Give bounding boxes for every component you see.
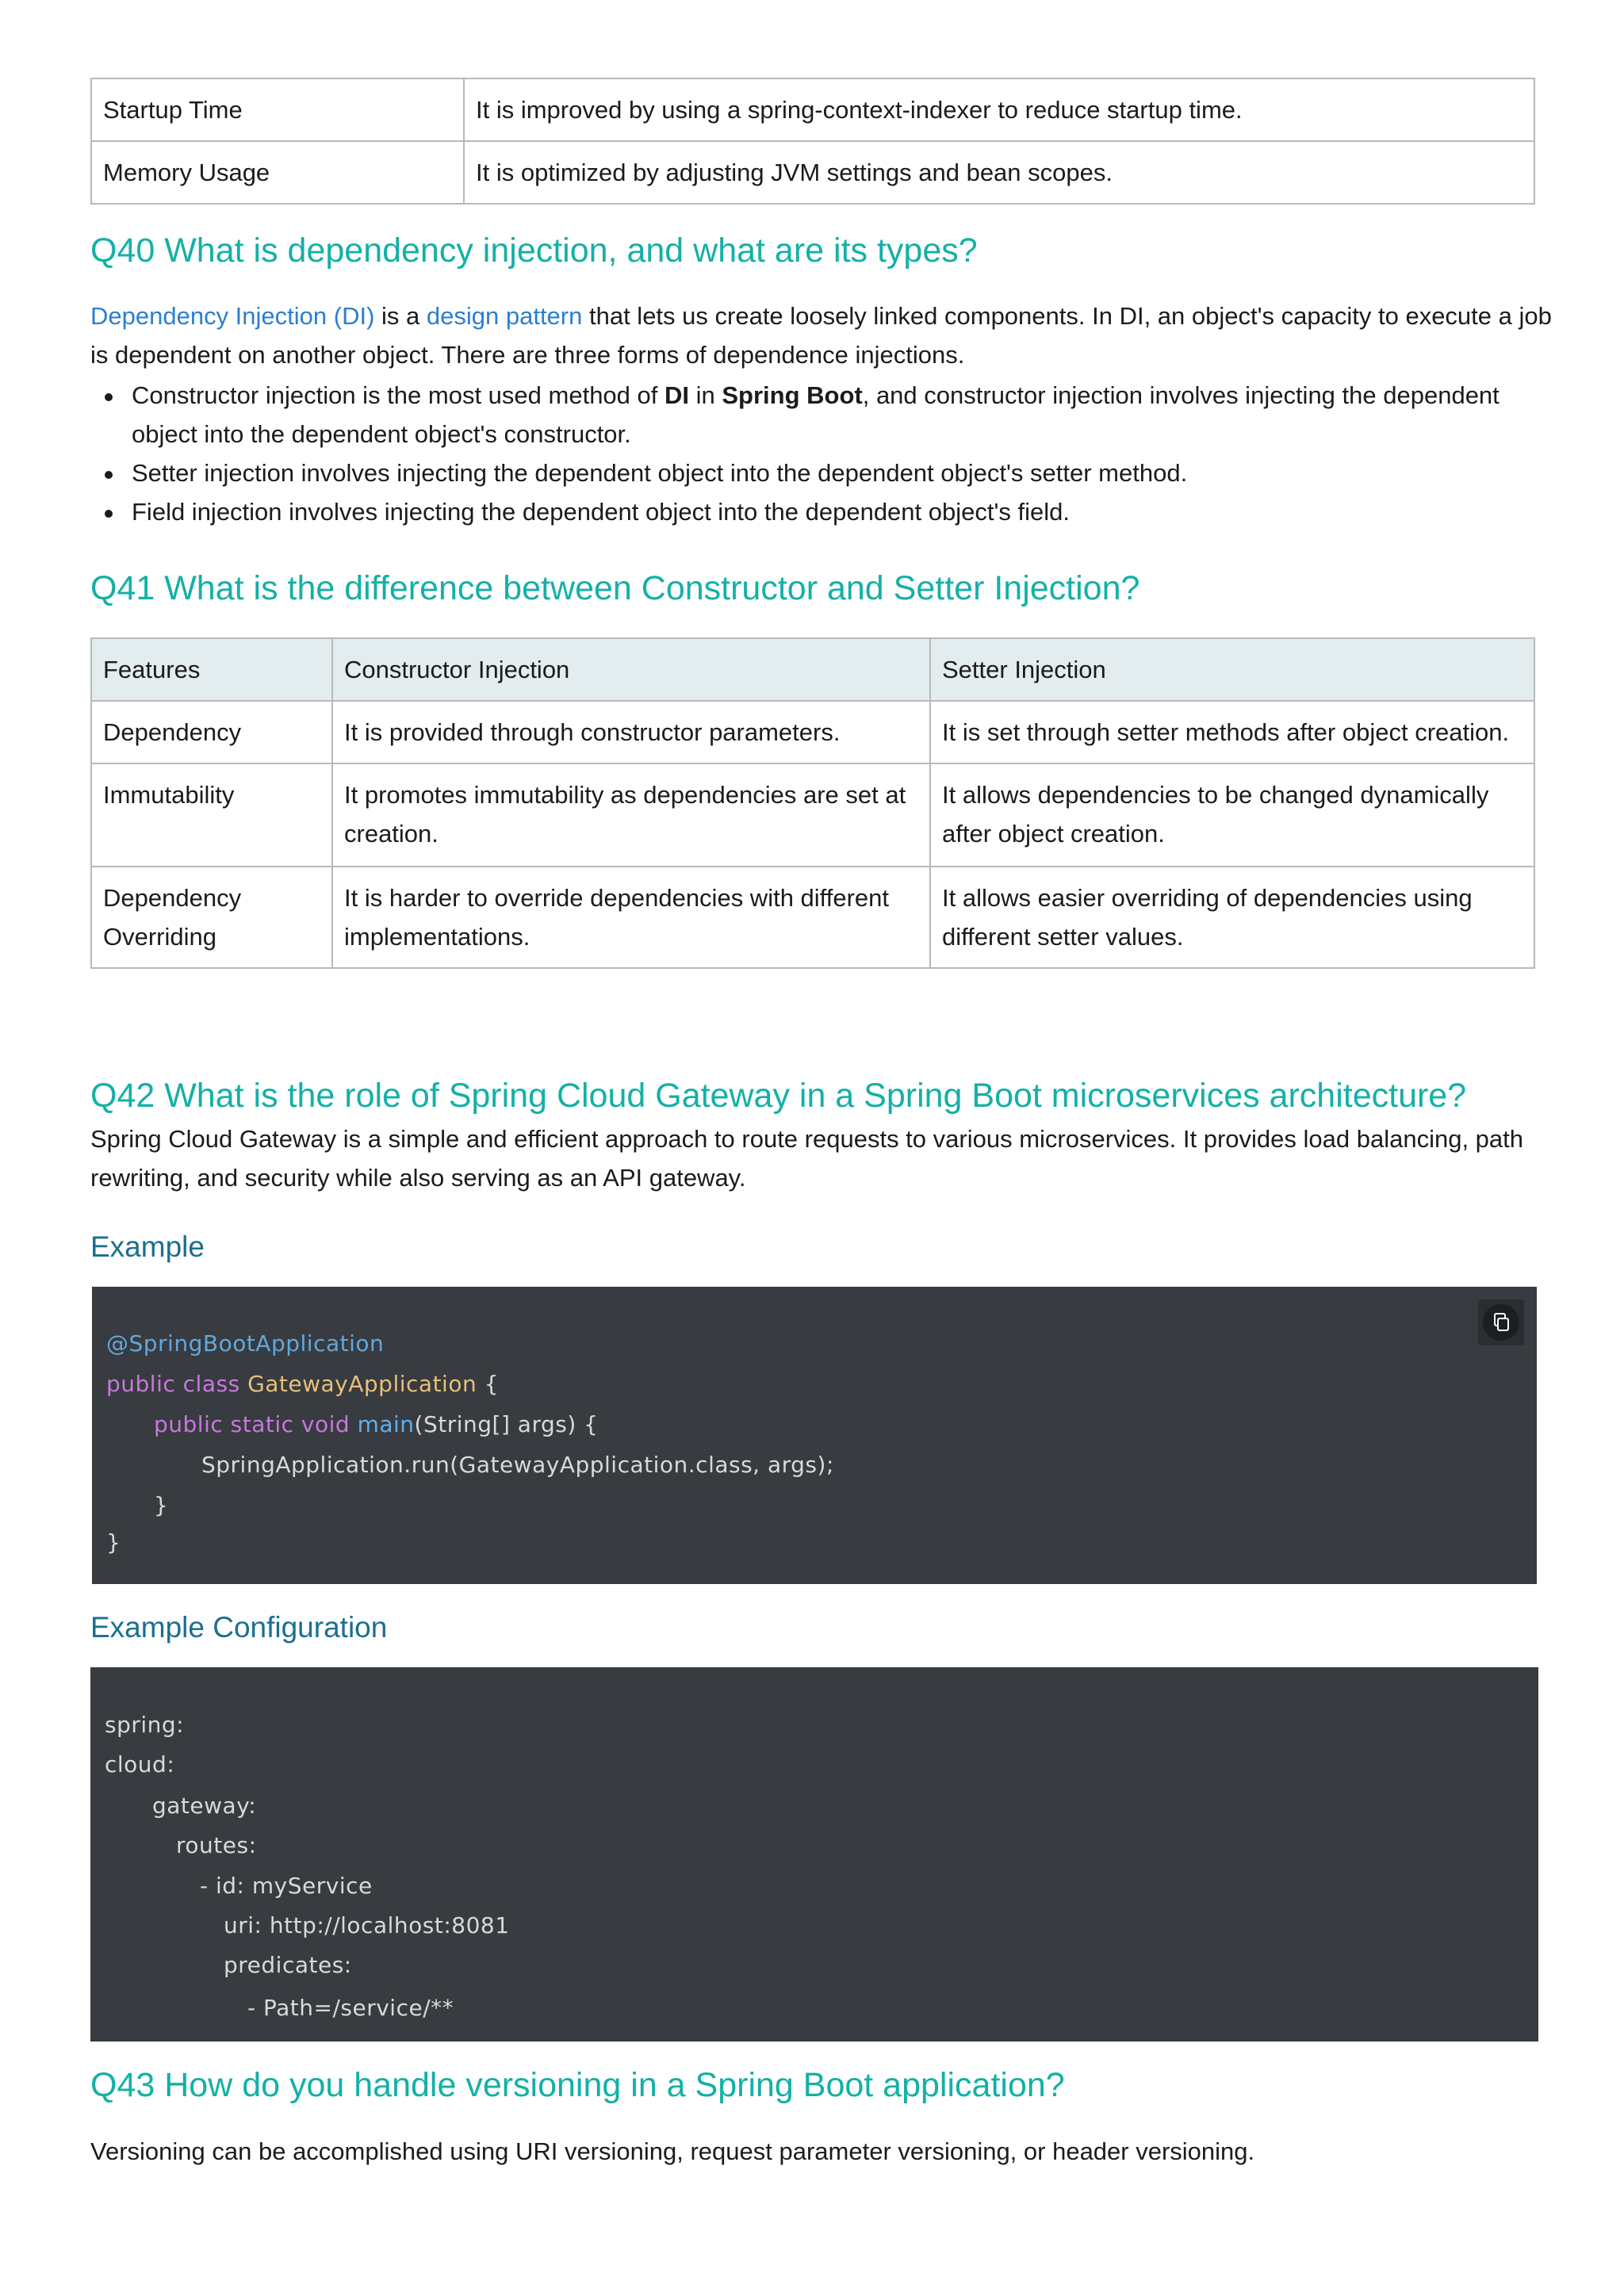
code-line: uri: http://localhost:8081	[224, 1912, 510, 1938]
example-heading: Example	[90, 1230, 205, 1263]
list-text: , and constructor injection involves injecting the dependent object into the dependent object's constructor.	[132, 381, 1500, 448]
dependency-injection-link[interactable]: Dependency Injection (DI)	[90, 302, 375, 330]
code-text: (String[] args) {	[414, 1411, 599, 1437]
list-text: Constructor injection is the most used method of	[132, 381, 665, 409]
code-block-yaml	[90, 1667, 1538, 2042]
bullet-icon	[105, 393, 113, 401]
table-cell: It is harder to override dependencies with different implementations.	[332, 867, 930, 968]
code-line: predicates:	[224, 1952, 352, 1978]
code-line: @SpringBootApplication	[106, 1330, 385, 1357]
performance-table	[90, 78, 1535, 205]
table-row	[91, 701, 1534, 763]
table-cell: Dependency	[91, 701, 332, 763]
bullet-icon	[105, 510, 113, 518]
copy-button[interactable]	[1478, 1299, 1524, 1345]
list-text-bold: Spring Boot	[722, 381, 863, 409]
q40-intro	[90, 297, 1553, 374]
intro-text: is a	[374, 302, 427, 330]
bullet-icon	[105, 471, 113, 479]
table-cell: It allows dependencies to be changed dynamically after object creation.	[930, 763, 1534, 867]
table-cell: Memory Usage	[91, 141, 464, 204]
code-line: gateway:	[152, 1793, 257, 1819]
example-configuration-heading: Example Configuration	[90, 1611, 388, 1644]
code-function-name: main	[357, 1411, 415, 1437]
q42-heading: Q42 What is the role of Spring Cloud Gateway in a Spring Boot microservices architecture?	[90, 1077, 1467, 1115]
code-class-name: GatewayApplication	[247, 1371, 477, 1397]
list-item	[90, 492, 1553, 531]
code-line: }	[106, 1529, 121, 1556]
list-text: in	[689, 381, 722, 409]
list-text-bold: DI	[665, 381, 689, 409]
table-cell: Startup Time	[91, 78, 464, 141]
q42-body: Spring Cloud Gateway is a simple and efficient approach to route requests to various microservices. It provides load balancing, path rewriting, and security while also serving as an API gateway.	[90, 1125, 1524, 1192]
table-header-cell: Setter Injection	[930, 638, 1534, 701]
code-line: - Path=/service/**	[247, 1995, 454, 2021]
table-cell: It is set through setter methods after object creation.	[930, 701, 1534, 763]
code-block-java	[92, 1287, 1537, 1584]
code-text: {	[477, 1371, 499, 1397]
table-cell: It is optimized by adjusting JVM settings and bean scopes.	[464, 141, 1534, 204]
table-cell: It is provided through constructor parameters.	[332, 701, 930, 763]
code-line: - id: myService	[200, 1873, 373, 1899]
table-cell: It is improved by using a spring-context-indexer to reduce startup time.	[464, 78, 1534, 141]
injection-types-list	[90, 376, 1553, 531]
design-pattern-link[interactable]: design pattern	[426, 302, 583, 330]
q43-heading: Q43 How do you handle versioning in a Spring Boot application?	[90, 2066, 1065, 2104]
q40-heading: Q40 What is dependency injection, and what are its types?	[90, 232, 978, 270]
code-line	[154, 1409, 598, 1441]
table-header-cell: Features	[91, 638, 332, 701]
table-cell: Immutability	[91, 763, 332, 867]
table-row	[91, 141, 1534, 204]
code-line: }	[154, 1492, 169, 1518]
list-item	[90, 453, 1553, 492]
table-cell: It allows easier overriding of dependencies using different setter values.	[930, 867, 1534, 968]
list-item	[90, 376, 1553, 453]
code-keyword: public static void	[154, 1411, 358, 1437]
code-line: spring:	[105, 1712, 185, 1738]
code-line	[106, 1368, 499, 1400]
table-header-cell: Constructor Injection	[332, 638, 930, 701]
intro-text: that lets us create loosely linked components. In DI, an object's capacity to execute a job is dependent on another object. There are three forms of dependence injections.	[90, 302, 1552, 369]
copy-icon	[1483, 1304, 1519, 1341]
q41-heading: Q41 What is the difference between Constructor and Setter Injection?	[90, 569, 1140, 607]
table-row	[91, 763, 1534, 867]
list-text: Setter injection involves injecting the dependent object into the dependent object's setter method.	[132, 459, 1188, 487]
table-header-row	[91, 638, 1534, 701]
list-text: Field injection involves injecting the dependent object into the dependent object's field.	[132, 498, 1070, 526]
code-line: routes:	[176, 1832, 257, 1858]
table-row	[91, 867, 1534, 968]
code-line: cloud:	[105, 1751, 175, 1777]
code-keyword: public class	[106, 1371, 248, 1397]
table-row	[91, 78, 1534, 141]
code-line: SpringApplication.run(GatewayApplication.class, args);	[201, 1452, 834, 1478]
injection-comparison-table	[90, 637, 1535, 969]
table-cell: It promotes immutability as dependencies are set at creation.	[332, 763, 930, 867]
table-cell: Dependency Overriding	[91, 867, 332, 968]
q43-body: Versioning can be accomplished using URI versioning, request parameter versioning, or header versioning.	[90, 2137, 1255, 2165]
